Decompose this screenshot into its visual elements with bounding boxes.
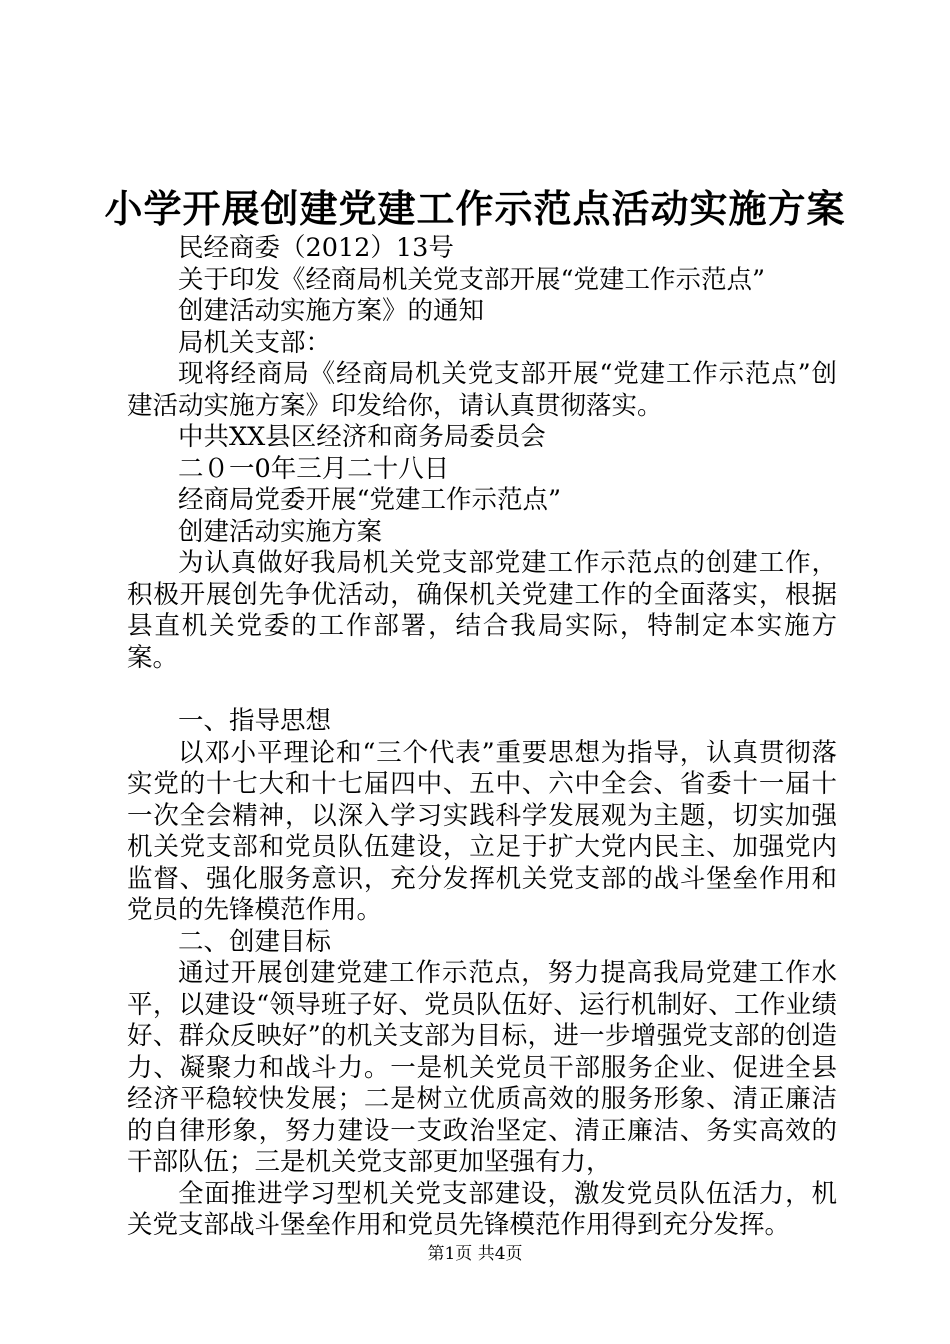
section-heading-goals: 二、创建目标 (178, 926, 332, 957)
issuer: 中共XX县区经济和商务局委员会 (178, 422, 546, 452)
notice-title-line-1: 关于印发《经商局机关党支部开展“党建工作示范点” (178, 264, 766, 295)
recipient: 局机关支部： (178, 327, 332, 358)
notice-title-line-2: 创建活动实施方案》的通知 (178, 296, 485, 326)
plan-title-line-2: 创建活动实施方案 (178, 516, 383, 547)
guiding-thought-paragraph: 以邓小平理论和“三个代表”重要思想为指导，认真贯彻落实党的十七大和十七届四中、五中、六中全会、省委十一届十一次全会精神，以深入学习实践科学发展观为主题，切实加强机关党支部和党员队伍建设，立足于扩大党内民主、加强党内监督、强化服务意识，充分发挥机关党支部的战斗堡垒作用和党员的先锋模范作用。 (127, 737, 837, 925)
page-footer: 第1页 共4页 (427, 1244, 523, 1264)
intro-paragraph: 为认真做好我局机关党支部党建工作示范点的创建工作，积极开展创先争优活动，确保机关党建工作的全面落实，根据县直机关党委的工作部署，结合我局实际，特制定本实施方案。 (127, 548, 837, 673)
goals-paragraph-continued: 全面推进学习型机关党支部建设，激发党员队伍活力，机关党支部战斗堡垒作用和党员先锋模范作用得到充分发挥。 (127, 1178, 837, 1240)
goals-paragraph: 通过开展创建党建工作示范点，努力提高我局党建工作水平，以建设“领导班子好、党员队伍好、运行机制好、工作业绩好、群众反映好”的机关支部为目标，进一步增强党支部的创造力、凝聚力和战斗力。一是机关党员干部服务企业、促进全县经济平稳较快发展；二是树立优质高效的服务形象、清正廉洁的自律形象，努力建设一支政治坚定、清正廉洁、务实高效的干部队伍；三是机关党支部更加坚强有力， (127, 958, 837, 1177)
issue-date: 二０一0年三月二十八日 (178, 453, 450, 484)
document-title: 小学开展创建党建工作示范点活动实施方案 (104, 186, 846, 231)
document-body (127, 233, 837, 1242)
plan-title-line-1: 经商局党委开展“党建工作示范点” (178, 485, 562, 515)
notice-body: 现将经商局《经商局机关党支部开展“党建工作示范点”创建活动实施方案》印发给你，请认真贯彻落实。 (127, 359, 837, 421)
section-heading-guiding-thought: 一、指导思想 (178, 706, 332, 736)
paragraph-gap (127, 674, 837, 706)
document-number: 民经商委（2012）13号 (178, 233, 454, 263)
